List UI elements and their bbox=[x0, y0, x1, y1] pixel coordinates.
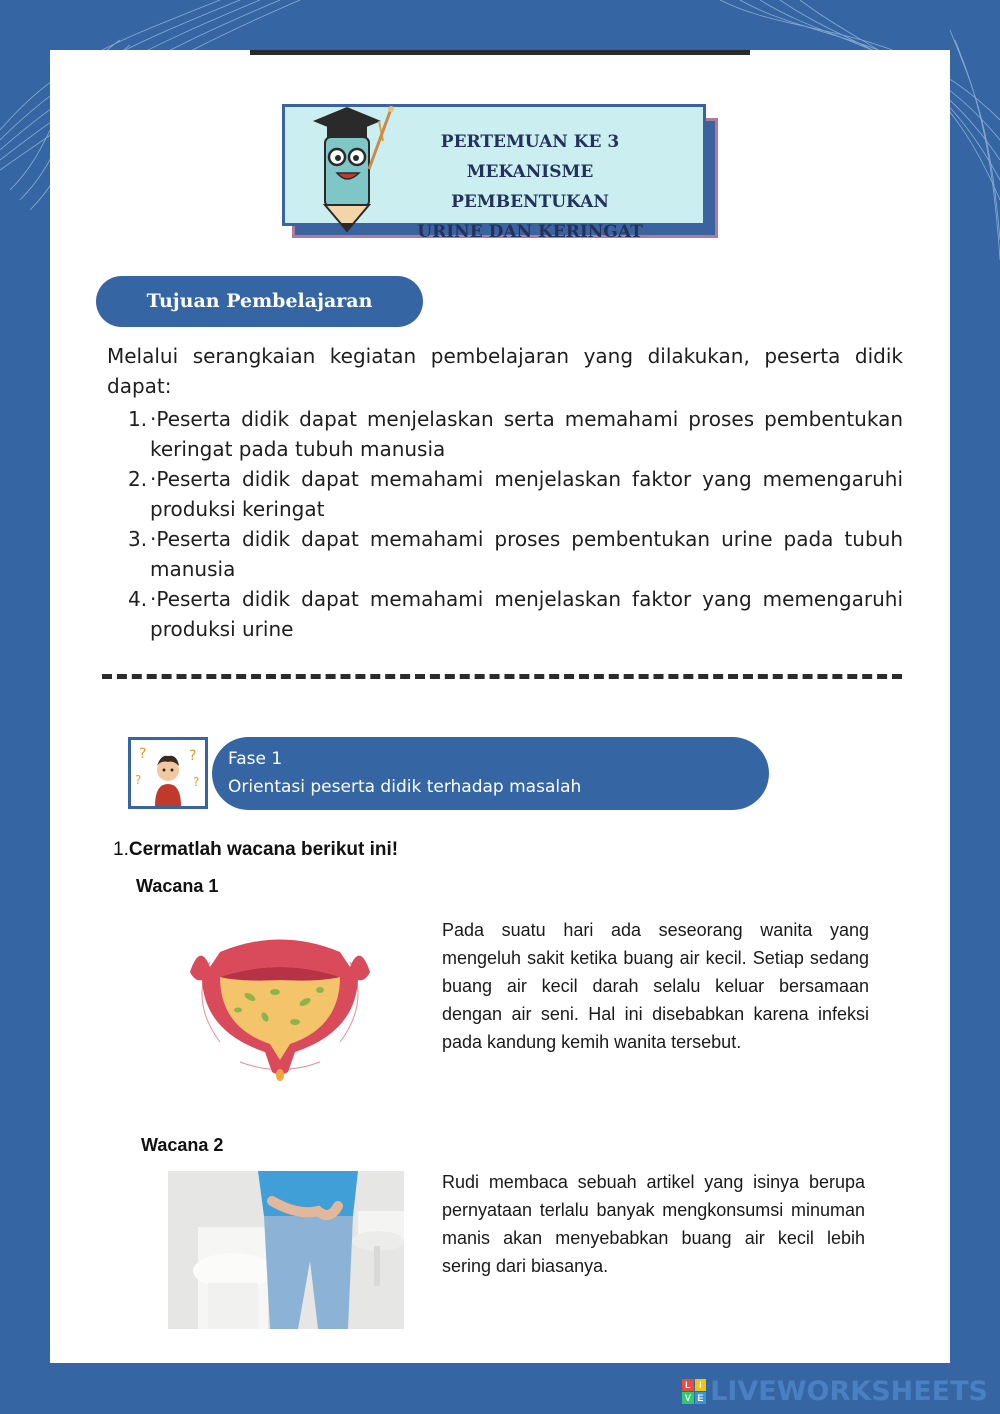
list-item-number: 2. bbox=[128, 467, 148, 491]
logo-letter: V bbox=[682, 1392, 694, 1404]
list-item-number: 1. bbox=[128, 407, 148, 431]
wacana-1-label: Wacana 1 bbox=[136, 876, 219, 896]
title-line-2: MEKANISME PEMBENTUKAN bbox=[451, 162, 609, 212]
logo-letter: I bbox=[695, 1379, 707, 1391]
liveworksheets-brand bbox=[682, 1374, 988, 1408]
phase-description: Orientasi peserta didik terhadap masalah bbox=[228, 777, 582, 797]
svg-text:?: ? bbox=[139, 746, 147, 762]
liveworksheets-logo-icon bbox=[682, 1379, 706, 1403]
wacana-2-label: Wacana 2 bbox=[141, 1135, 224, 1155]
list-item bbox=[107, 524, 903, 584]
dashed-divider bbox=[102, 674, 902, 679]
logo-letter: L bbox=[682, 1379, 694, 1391]
title-line-3: URINE DAN KERINGAT bbox=[417, 222, 643, 242]
toilet-person-photo bbox=[168, 1171, 404, 1329]
logo-letter: E bbox=[695, 1392, 707, 1404]
svg-text:?: ? bbox=[135, 773, 142, 787]
question-number: 1. bbox=[113, 839, 129, 860]
thinking-person-icon bbox=[128, 737, 208, 809]
title-card bbox=[282, 102, 722, 244]
liveworksheets-wordmark[interactable]: LIVEWORKSHEETS bbox=[710, 1375, 988, 1407]
intro-text: Melalui serangkaian kegiatan pembelajaran yang dilakukan, peserta didik dapat: bbox=[107, 344, 903, 398]
phase-label: Fase 1 bbox=[228, 749, 283, 769]
learning-goals-header: Tujuan Pembelajaran bbox=[96, 276, 423, 327]
title-text bbox=[385, 127, 675, 247]
list-item bbox=[107, 584, 903, 644]
question-text: Cermatlah wacana berikut ini! bbox=[128, 839, 399, 860]
list-item-text: ·Peserta didik dapat menjelaskan serta memahami proses pembentukan keringat pada tubuh manusia bbox=[150, 407, 903, 461]
title-card-box bbox=[282, 104, 706, 242]
svg-text:?: ? bbox=[189, 748, 197, 764]
worksheet-page bbox=[50, 50, 950, 1363]
list-item bbox=[107, 404, 903, 464]
bladder-illustration bbox=[180, 922, 380, 1084]
question-1 bbox=[113, 839, 398, 861]
title-line-1: PERTEMUAN KE 3 bbox=[440, 132, 620, 152]
wacana-1-text: Pada suatu hari ada seseorang wanita yang mengeluh sakit ketika buang air kecil. Setiap sedang buang air kecil darah selalu keluar bersamaan dengan air seni. Hal ini disebabkan karena infeksi pada kandung kemih wanita tersebut. bbox=[442, 920, 869, 1052]
top-divider-bar bbox=[250, 50, 750, 55]
wacana-2-text: Rudi membaca sebuah artikel yang isinya berupa pernyataan terlalu banyak mengkonsumsi minuman manis akan menyebabkan buang air kecil lebih sering dari biasanya. bbox=[442, 1172, 865, 1276]
list-item-text: ·Peserta didik dapat memahami menjelaskan faktor yang memengaruhi produksi keringat bbox=[150, 467, 903, 521]
learning-goals-list bbox=[107, 404, 903, 644]
list-item-text: ·Peserta didik dapat memahami menjelaskan faktor yang memengaruhi produksi urine bbox=[150, 587, 903, 641]
svg-text:?: ? bbox=[193, 775, 200, 789]
pencil-mascot-icon bbox=[299, 99, 399, 237]
list-item bbox=[107, 464, 903, 524]
list-item-number: 4. bbox=[128, 587, 148, 611]
phase-banner bbox=[212, 737, 769, 810]
list-item-text: ·Peserta didik dapat memahami proses pembentukan urine pada tubuh manusia bbox=[150, 527, 903, 581]
list-item-number: 3. bbox=[128, 527, 148, 551]
